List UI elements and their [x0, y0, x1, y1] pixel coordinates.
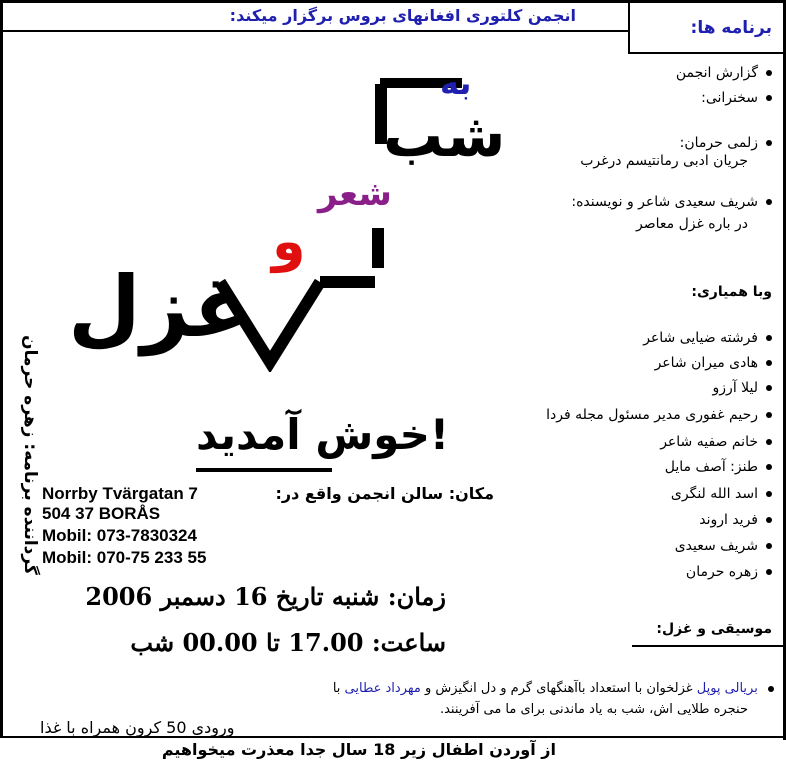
announce-text: انجمن کلتوری افغانهای بروس برگزار میکند:: [229, 6, 576, 25]
collab-item: فرید اروند: [699, 510, 772, 530]
venue-label: مکان: سالن انجمن واقع در:: [275, 484, 494, 503]
program-item: زلمی حرمان:: [680, 133, 772, 153]
singer2-name: مهرداد عطایی: [344, 681, 421, 696]
program-subitem: جریان ادبی رمانتیسم درغرب: [580, 153, 748, 169]
art-ghazal: غزل: [68, 258, 251, 356]
music-line-2: حنجره طلایی اش، شب به یاد ماندنی برای ما می آفرینند.: [439, 702, 748, 717]
collab-title: وبا همیاری:: [691, 284, 772, 300]
bullet-icon: [766, 569, 772, 575]
collab-item: فرشته ضیایی شاعر: [643, 328, 772, 348]
program-item: گزارش انجمن: [676, 63, 772, 83]
art-welcome: خوش آمدید!: [196, 410, 450, 459]
bullet-icon: [768, 686, 774, 692]
frame-top: [0, 0, 786, 3]
bullet-icon: [766, 95, 772, 101]
bullet-icon: [766, 360, 772, 366]
programs-box-bottom: [628, 52, 786, 54]
art-va: و: [272, 210, 306, 273]
bullet-icon: [766, 517, 772, 523]
venue-mobile2: Mobil: 070-75 233 55: [42, 548, 207, 567]
program-subitem: در باره غزل معاصر: [636, 216, 748, 232]
header-bottom: [3, 30, 628, 32]
entry-fee: ورودی 50 کرون همراه با غذا: [40, 718, 235, 737]
art-shab: شب: [383, 101, 506, 171]
venue-mobile1: Mobil: 073-7830324: [42, 526, 197, 545]
welcome-underline: [196, 468, 332, 472]
event-hours: ساعت: 17.00 تا 00.00 شب: [130, 628, 446, 657]
art-sher: شعر: [318, 174, 392, 214]
bullet-icon: [766, 412, 772, 418]
collab-item: زهره حرمان: [686, 562, 772, 582]
venue-city: 504 37 BORÅS: [42, 504, 161, 523]
program-item: سخنرانی:: [701, 88, 772, 108]
collab-item: خانم صفیه شاعر: [660, 432, 772, 452]
event-date: زمان: شنبه تاریخ 16 دسمبر 2006: [85, 582, 446, 611]
collab-item: طنز: آصف مایل: [665, 457, 772, 477]
music-line-1: [333, 681, 774, 696]
frame-left: [0, 0, 3, 736]
collab-item: رحیم غفوری مدیر مسئول مجله فردا: [546, 405, 772, 425]
footer-note: از آوردن اطفال زیر 18 سال جدا معذرت میخواهیم: [161, 740, 556, 759]
program-item: شریف سعیدی شاعر و نویسنده:: [571, 192, 772, 212]
bullet-icon: [766, 491, 772, 497]
music-tail: با: [332, 681, 341, 696]
bullet-icon: [766, 464, 772, 470]
bullet-icon: [766, 439, 772, 445]
organizer-text: گرداننده برنامه: زهره حرمان: [20, 335, 40, 575]
art-be: به: [440, 64, 472, 102]
music-desc: غزلخوان با استعداد باآهنگهای گرم و دل انگیزش و: [424, 681, 693, 696]
collab-item: هادی میران شاعر: [655, 353, 772, 373]
bullet-icon: [766, 385, 772, 391]
collab-item: لیلا آرزو: [713, 378, 772, 398]
book-strokes: [210, 262, 390, 372]
bullet-icon: [766, 543, 772, 549]
bullet-icon: [766, 70, 772, 76]
music-title: موسیقی و غزل:: [656, 621, 772, 637]
bullet-icon: [766, 199, 772, 205]
music-divider: [632, 645, 784, 647]
singer-name: بریالی پوپل: [696, 681, 758, 696]
venue-street: Norrby Tvärgatan 7: [42, 484, 198, 503]
collab-item: اسد الله لنگری: [671, 484, 772, 504]
bullet-icon: [766, 335, 772, 341]
bullet-icon: [766, 140, 772, 146]
header-divider: [628, 0, 630, 52]
collab-item: شریف سعیدی: [675, 536, 772, 556]
programs-title: برنامه ها:: [690, 18, 772, 38]
